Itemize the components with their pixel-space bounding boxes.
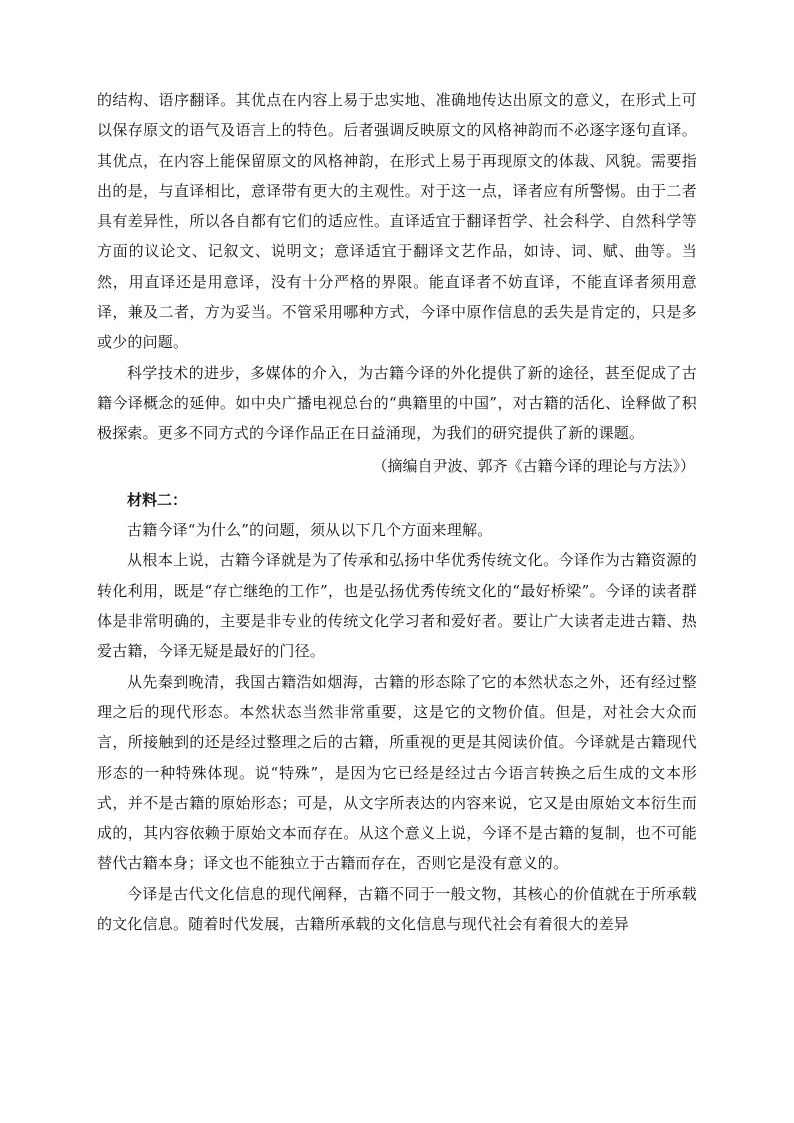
material-2-heading: 材料二： <box>127 490 188 509</box>
paragraph-forms: 从先秦到晚清，我国古籍浩如烟海，古籍的形态除了它的本然状态之外，还有经过整理之后的现代形态。本然状态当然非常重要，这是它的文物价值。但是，对社会大众而言，所接触到的还是经过整理之后的古籍，所重视的更是其阅读价值。今译就是古籍现代形态的一种特殊体现。说“特殊”，是因为它已经是经过古今语言转换之后生成的文本形式，并不是古籍的原始形态；可是，从文字所表达的内容来说，它又是由原始文本衍生而成的，其内容依赖于原始文本而存在。从这个意义上说，今译不是古籍的复制，也不可能替代古籍本身；译文也不能独立于古籍而存在，否则它是没有意义的。 <box>97 672 697 873</box>
paragraph-technology: 科学技术的进步，多媒体的介入，为古籍今译的外化提供了新的途径，甚至促成了古籍今译概念的延伸。如中央广播电视总台的“典籍里的中国”，对古籍的活化、诠释做了积极探索。更多不同方式的今译作品正在日益涌现，为我们的研究提供了新的课题。 <box>97 363 697 443</box>
paragraph-fundamental: 从根本上说，古籍今译就是为了传承和弘扬中华优秀传统文化。今译作为古籍资源的转化利用，既是“存亡继绝的工作”，也是弘扬优秀传统文化的“最好桥梁”。今译的读者群体是非常明确的，主要是非专业的传统文化学习者和爱好者。要让广大读者走进古籍、热爱古籍，今译无疑是最好的门径。 <box>97 551 697 661</box>
document-page <box>97 85 697 939</box>
paragraph-intro: 古籍今译“为什么”的问题，须从以下几个方面来理解。 <box>127 521 493 540</box>
paragraph-continued: 的结构、语序翻译。其优点在内容上易于忠实地、准确地传达出原文的意义，在形式上可以保存原文的语气及语言上的特色。后者强调反映原文的风格神韵而不必逐字逐句直译。其优点，在内容上能保留原文的风格神韵，在形式上易于再现原文的体裁、风貌。需要指出的是，与直译相比，意译带有更大的主观性。对于这一点，译者应有所警惕。由于二者具有差异性，所以各自都有它们的适应性。直译适宜于翻译哲学、社会科学、自然科学等方面的议论文、记叙文、说明文；意译适宜于翻译文艺作品，如诗、词、赋、曲等。当然，用直译还是用意译，没有十分严格的界限。能直译者不妨直译，不能直译者须用意译，兼及二者，方为妥当。不管采用哪种方式，今译中原作信息的丢失是肯定的，只是多或少的问题。 <box>97 91 697 352</box>
source-citation: （摘编自尹波、郭齐《古籍今译的理论与方法》） <box>372 456 695 475</box>
paragraph-interpretation: 今译是古代文化信息的现代阐释，古籍不同于一般文物，其核心的价值就在于所承载的文化信息。随着时代发展，古籍所承载的文化信息与现代社会有着很大的差异 <box>97 884 697 934</box>
